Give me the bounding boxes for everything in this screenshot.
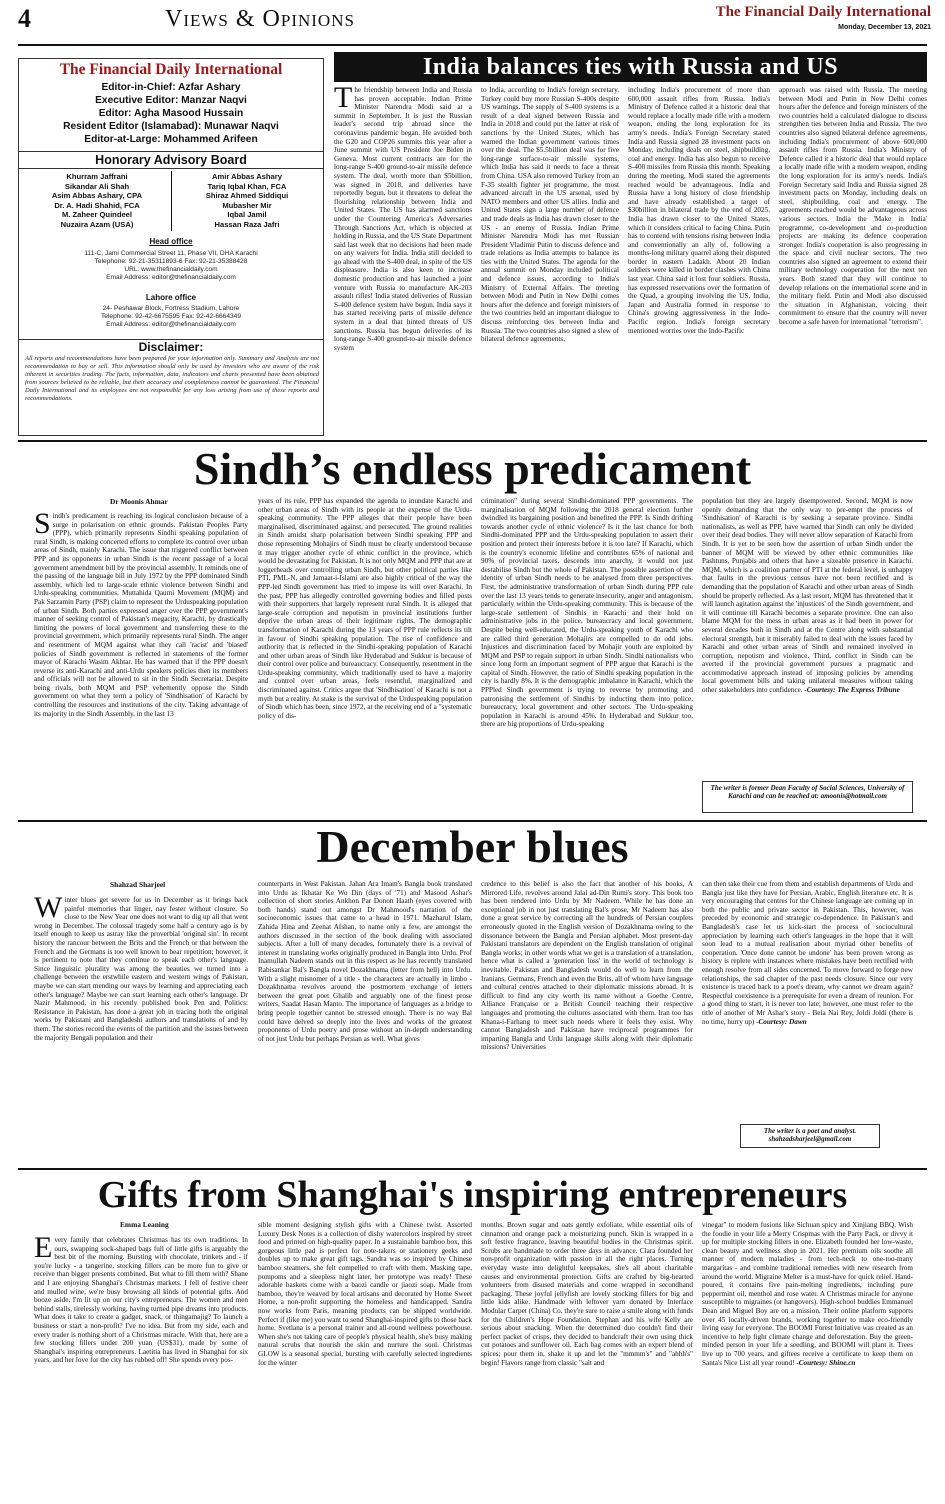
board-list-left: Khurram Jaffrani Sikandar Ali Shah Asim Abbas Ashary, CPA Dr. A. Hadi Shahid, FCA M. Zaheer Quindeel Nuzaira Azam (USA)	[51, 172, 143, 229]
article1-column-1	[334, 86, 472, 434]
article-text: vinegar" to modern fusions like Sichuan spicy and Xinjiang BBQ. Wish the foodie in your life a Merry Crispmas with the Party Pack, or divvy it up for multiple stocking fillers in one. Elizabeth founded her low-waste, clean beauty and wellness shop in 2021. Her premium oils soothe all manner of modern maladies - from tech-neck to one-too-many margaritas - and combine traditional remedies with new research from around the world. Migraine Melter is a must-have for quick relief. Hand-poured, it contains five pain-melting ingredients, including pure peppermint oil, menthol and rose water. A Christmas miracle for anyone susceptible to migraines (or hangovers). High-school buddies Emmanuel Dean and Miguel Boy are on a mission. Their online platform supports over 45 locally-driven brands, working together to make eco-friendly living easy for everyone. The BOOMI Forest Initiative was created as an incentive to help fight climate change and deforestation. Buy the green-minded person in your life a seedling, and BOOMI will plant it. Trees live up to 700 years, and giftees receive a certificate to keep them on Santa's Nice List all year round!	[702, 1221, 913, 1367]
drop-cap: E	[34, 1236, 53, 1264]
article1-column-4: approach was raised with Russia. The meeting between Modi and Putin in New Delhi comes hours after the defence and foreign ministers of the two countries held a calculated dialogue to discuss strengthen ties between India and Russia. The two countries also signed bilateral defence agreements, including India's procurement of above 600,000 assault rifles from Russia. India's Ministry of Defence called it a historic deal that would replace a locally made rifle with a modern weapon, ending the long exploration for its army's needs. India's Foreign Secretary said India and Russia signed 28 investment pacts on Monday, including deals on steel, shipbuilding, coal and energy. The agreements reached would be advantageous across various sectors. India the 'Make in India' programme, co-development and co-production projects are making its defence cooperation stronger. India's cooperation is also progressing in the space and civil nuclear sectors. The two countries also signed an agreement to extend their military technology cooperation for the next ten years. Both stated that they will continue to develop relations on the international scene and in the military field. Putin and Modi also discussed the situation in Afghanistan, voicing their commitment to ensure that the country will never become a safe haven for international "terrorism".	[779, 86, 927, 327]
courtesy-credit: -Courtesy: Shine.cn	[796, 1358, 856, 1367]
drop-cap: S	[34, 512, 51, 540]
article2-column-3: crimination" during several Sindhi-dominated PPP governments. The marginalisation of MQM following the 2018 general election further dwindled its bargaining position and benefited the PPP. Is Sindh drifting towards another cycle of ethnic violence? Is it the last chance for both Sindhi-dominated PPP and the Urdu-speaking population to assert their position and protect their interests before it is too late? If Karachi, which is the country's economic lifeline and contributes 65% of national and 90% of provincial taxes, descends into anarchy, it would not just destabilise Sindh but the whole of Pakistan. The possible assertion of the identity of urban Sindh needs to be analysed from three perspectives. First, the administrative transformation of urban Sindh during PPP rule over the last 13 years tends to generate insecurity, anger and antagonism, particularly within the Urdu-speaking community. This is because of the large-scale settlement of Sindhis in Karachi and their hold on administrative jobs in the police, bureaucracy and local government. Despite being well-educated, the Urdu-speaking youth of Karachi who are called third generation Mohajirs are compelled to do odd jobs. Injustices and discrimination faced by Mohajir youth are exploited by MQM and PSP to regain support in urban Sindh. Sindhi nationalists who since long form an important segment of PPP argue that Karachi is the capital of Sindh. However, the ratio of Sindhi speaking population in the city is hardly 8%. It is the demographic imbalance in Karachi, which the PPPled Sindh government is trying to reverse by promoting and patronising the settlement of Sindhis by inducting them into police, bureaucracy, local government and other sectors. The Urdu-speaking population in Karachi is around 45%. In Hyderabad and Sukkur too, there are big proportions of Urdu-speaking	[481, 497, 693, 729]
disclaimer-text: All reports and recommendations have been prepared for your information only. Summary and Analysis are not recommendation to buy or sell. This information should only be used by investors who are aware of the risk inherent in securities trading. The facts, information, data, indicators and charts presented have been obtained from sources believed to be reliable, but their accuracy and completeness cannot be guaranteed. The Financial Daily International and its employees are not responsible for any loss arising from use of these reports and recommendations.	[25, 355, 319, 402]
author-bio-box: The writer is former Dean Faculty of Social Sciences, University of Karachi and can be reached at: amoonis@hotmail.com	[702, 781, 913, 813]
byline: Dr Moonis Ahmar	[110, 497, 168, 506]
section-rule	[18, 440, 927, 442]
article4-column-1	[34, 1236, 248, 1502]
disclaimer-title: Disclaimer:	[19, 339, 323, 354]
article2-column-4	[702, 497, 913, 757]
masthead: The Financial Daily International	[715, 4, 931, 20]
staff-line: Executive Editor: Manzar Naqvi	[95, 95, 247, 106]
head-office-address: 111-C, Jami Commercial Street 11, Phase VII, DHA Karachi Telephone: 92-21-35311893-6 Fax: 92-21-35388428 URL: www.thefinancialdaily.com Email Address: editor@thefinancialdaily.com	[84, 250, 258, 281]
staff-line: Editor-in-Chief: Azfar Ashary	[101, 82, 241, 93]
section-title: Views & Opinions	[165, 6, 355, 32]
header-rule	[18, 44, 927, 46]
article-text: population but they are largely disempowered. Second, MQM is now openly demanding that the only way to pre-empt the process of 'Sindhisation' of Karachi is by seeking a separate province. Sindhi nationalists, as well as PPP, have warned that Sindh can only be divided over their dead bodies. They will never allow separation of Karachi from Sindh. It is yet to be seen how the assertion of urban Sindh under the banner of MQM will be viewed by other ethnic communities like Pashtuns, Punjabis and others that have a sizeable presence in Karachi. MQM, which is a coalition partner of PTI at the federal level, is unhappy that faults in the previous census have not been rectified and is demanding that the population of Karachi and other urban areas of Sindh should be properly reflected. As a last resort, MQM has threatened that it will launch agitation against the 'injustices' of the Sindh government, and it will continue till Karachi becomes a separate province. One can also blame MQM for the mess in urban areas as it had been in power for several decades both in Sindh and at the Centre along with substantial electoral strength, but it miserably failed to deal with the issues faced by Karachi and other urban areas of Sindh and remained involved in corruption, nepotism and violence. Third, conflict in Sindh can be averted if the provincial government pursues a pragmatic and accommodative approach instead of imposing policies by amending local government bills and taking unilateral measures without taking other stakeholders into confidence.	[702, 497, 913, 695]
editorial-box	[18, 58, 324, 436]
article4-column-4	[702, 1221, 913, 1502]
article1-column-2: to India, according to India's foreign secretary. Turkey could buy more Russian S-400s despite US warnings. The supply of S-400 systems is a result of a deal signed between Russia and India in 2018 and could put the latter at risk of sanctions by the United States, which has warned the Indian government various times over the deal. The $5.5billion deal was for five long-range surface-to-air missile systems, which India has said it needs to face a threat from China. USA also removed Turkey from an F-35 stealth fighter jet programme, the most advanced aircraft in the US arsenal, used by NATO members and other US allies. India and United States sign a large number of defence and trade deals as India has drawn closer to the US - an enemy of Russia. Indian Prime Minister Narendra Modi has met Russian President Vladimir Putin to discuss defence and trade relations as India attempts to balance its ties with the United States. The agenda for the annual summit on Monday included political and defence issues, according to India's Ministry of External Affairs. The meeting between Modi and Putin in New Delhi comes hours after the defence and foreign ministers of the two countries held an important dialogue to discuss reinforcing ties between India and Russia. The two countries also signed a slew of bilateral defence agreements,	[481, 86, 619, 344]
article-text: inter blues get severe for us in December as it brings back painful memories that linger, nay fester without closure. So close to the New Year one does not want to dig up all that went wrong in December. The colossal tragedy some half a century ago is by itself enough to keep us astray like the proverbial 'original sin'. In recent history the rancour between the Brits and the French or that between the French and the Germans is too well known to bear repetition; however, it is pertinent to note that they continue to speak each other's language. Since linguistic plurality was among the beauties we turned into a challenge between the erstwhile eastern and western wings of Pakistan, maybe we can start mending our ways by learning and appreciating each other's language? Maybe we can start learning each other's language. Dr Nazir Mahmood, in his recently published book Pen and Politics: Resistance in Pakistan, has done a great job in tracing both the original works by Pakistani and Bangladeshi authors and translations of and by them. The stories record the events of the partition and the issues between the majority Bengali population and their	[34, 896, 248, 1042]
author-bio-box: The writer is a poet and analyst. shahzadsharjeel@gmail.com	[740, 1124, 880, 1148]
byline: Shahzad Sharjeel	[110, 880, 166, 889]
article3-column-3: credence to this belief is also the fact that another of his books, A Mirrored Life, revolves around Jalal ad-Din Rumi's story. This book too has been rendered into Urdu by Mr Nadeem. While he has done an exceptional job in not just translating Bal's prose, Mr Nadeem has also done a great service by correcting all the hundreds of Persian couplets erroneously quoted in the English version of Dozakhnama owing to the dissonance between the Bangla and Persian alphabet. Most present-day Pakistani translators are dependent on the English translation of original Bangla works; in other words what we get is a translation of a translation, hence what is called a 'generation loss' in the world of technology is inevitable. Pakistan and Bangladesh would do well to learn from the Iranians, Germans, French and even the Brits, all of whom have language and cultural centres attached to their diplomatic missions abroad. It is difficult to find any city worth its name without a Goethe Centre, Alliance Française or a British Council teaching their respective languages and promoting the cultures associated with them. Iran too has Khana-i-Farhang to meet such needs where it feels they exist. Why cannot Bangladesh and Pakistan have reciprocal programmes for imparting Bangla and Urdu language skills along with their diplomatic missions? Universities	[481, 880, 693, 1052]
article1-column-3: including India's procurement of more than 600,000 assault rifles from Russia. India's Ministry of Defence called it a historic deal that would replace a locally made rifle with a modern weapon, ending the long exploration for its army's needs. India's Foreign Secretary stated India and Russia signed 28 investment pacts on Monday, including deals on steel, shipbuilding, coal and energy. India has also begun to receive S-400 missiles from Russia this month. Speaking during the meeting, Modi stated the agreements reached would be advantageous. India and Russia have a long history of close friendship and have already established a target of $30billion in bilateral trade by the end of 2025. India has drawn closer to the United States, which it considers critical to facing China. Putin has to contend with tensions rising between India and conventionally an ally of, following a months-long military quarrel along their disputed border in eastern Ladakh. About 20 Indian soldiers were killed in border clashes with China last year. China said it lost four soldiers. Russia, has expressed reservations over the formation of the Quad, a grouping involving the US, India, Japan and Australia formed in response to China's growing aggressiveness in the Indo-Pacific region. India's foreign secretary mentioned worries over the Indo-Pacific	[628, 86, 770, 335]
section-rule	[18, 1168, 927, 1170]
courtesy-credit: -Courtesy: The Express Tribune	[804, 686, 900, 695]
staff-line: Editor-at-Large: Mohammed Arifeen	[84, 134, 258, 145]
editorial-box-title: The Financial Daily International	[59, 61, 283, 78]
lahore-office-address: 24- Peshawar Block, Fortress Stadium, Lahore Telephone: 92-42-6675595 Fax: 92-42-6664349 Email Address: editor@thefinancialdaily.com	[100, 305, 242, 328]
article4-column-2: sible moment designing stylish gifts with a Chinese twist. Assorted Luxury Desk Notes is a collection of dishy watercolors inspired by street food and printed on high-quality paper. In a sustainable bamboo box, this gorgeous little pad is perfect for note-takers or stationery geeks and doubles up to make great gift tags. Sandra was so inspired by Chinese bamboo steamers, she felt compelled to craft with them. Masking tape, pompoms and a sleepless night later, her prototype was ready! These adorable baskets come with a baozi candle or jiaozi soap. Made from bamboo, they're weaved by local artisans and decorated by Home Sweet Home, a non-profit supporting the homeless and handicapped. Sandra now works from Paris, meaning products can be shipped worldwide. Perfect if (like me) you want to send Shanghai-inspired gifts to those back home. Svetlana is a personal trainer and all-round wellness powerhouse. When she's not taking care of people's physical health, she's busy making natural scrubs that nourish the skin and nurture the soul. Christmas GLOW is a seasonal special, bursting with carefully selected ingredients for the winter	[258, 1221, 472, 1367]
staff-line: Resident Editor (Islamabad): Munawar Naqvi	[63, 121, 279, 132]
article-headline-india: India balances ties with Russia and US	[334, 52, 927, 82]
byline: Emma Leaning	[120, 1220, 169, 1229]
article-text: he friendship between India and Russia has proven acceptable. Indian Prime Minister Narendra Modi said at a summit in September. It is just the Russian leader's second trip abroad since the coronavirus pandemic began. He avoided both the G20 and COP26 summits this year after a June summit with US President Joe Biden in Geneva. Most current contracts are for the long-range S-400 ground-to-air missile defence system. The deal, worth more than $5billion, was signed in 2018, and deliveries have reportedly begun, but it threatens to defeat the flourishing relationship between India and United States. The US has alarmed sanctions under the Countering America's Adversaries Through Sanctions Act, which is objected at holding in Russia, and the US State Department said last week that no decisions had been made on any waivers for India. India still decided to go ahead with the S-400 deal, in spite of the US displeasure. India is also keen to increase domestic production and has launched a joint venture with Russia to manufacture AK-203 assault rifles! India stated deliveries of Russian S-400 defence system have begun. India says it has started receiving parts of missile defence system in a deal that hinted threats of US sanctions. Russia has begun deliveries of its long-range S-400 ground-to-air missile defence system	[334, 86, 472, 352]
head-office-title: Head office	[149, 237, 193, 246]
article2-column-2: years of its rule, PPP has expanded the agenda to inundate Karachi and other urban areas of Sindh with its people at the expense of the Urdu-speaking community. The PPP alleges that their people have been marginalised, discriminated against, and persecuted. The ground realities in Sindh amidst sharp polarisation between Sindhi speaking PPP and those representing Mohajirs of Sindh must be clearly understood because it may trigger another cycle of ethnic conflict in the province, which would be devastating for Pakistan. It is not only MQM and PPP that are at loggerheads over controlling urban Sindh, but other political parties like PTI, PML-N, and Jamaat-i-Islami are also highly critical of the way the PPP-led Sindh government has tried to impose its will over Karachi. In the past, PPP has allegedly controlled governing bodies and filled posts with their supporters that largely represent rural Sindh. It is alleged that large-scale corruption and nepotism in provincial institutions further deprive the urban areas of their legitimate rights. The demographic transformation of Karachi during the 13 years of PPP rule reflects its tilt in favour of Sindhi speaking population. The rise of confidence and authority that is reflected in the Sindhi-speaking population of Karachi and other urban areas of Sindh like Hyderabad and Sukkur is because of their control over police and bureaucracy. Consequently, resentment in the Urdu-speaking community, which traditionally used to have a majority and control over urban areas, feels resentful, marginalized and discriminated against. Critics argue that 'Sindhisation' of Karachi is not a myth but a reality. At stake is the survival of the Urduspeaking population of Sindh which has been, since 1972, at the receiving end of a "systematic policy of dis-	[258, 497, 472, 720]
board-divider	[171, 171, 172, 231]
article3-column-2: counterparts in West Pakistan. Jahan Ara Imam's Bangla book translated into Urdu as Ikhatar Ke Wo Din (days of '71) and Masood Ashar's collection of short stories Ankhon Par Donon Haath (eyes covered with both hands) stand out amongst Dr Mahmood's narration of the socioeconomic issues that came to a head in 1971. Mazharul Islam, Zahida Hina and Zeenat Afshan, to name only a few, are amongst the authors discussed in the section of the book dealing with associated subjects. After a lull of many decades, fortunately there is a revival of interest in translating works originally produced in Bangla into Urdu. Prof Inamullah Nadeem stands out in this respect as he has recently translated Rabisankar Bal's Bangla novel Dozakhnama (letter from hell) into Urdu. With a slight misnomer of a title - the characters are actually in limbo - Dozakhnama revolves around the postmortem exchange of letters between the great poet Ghalib and arguably one of the finest prose writers, Saadat Hasan Manto. The importance of languages as a bridge to bring people together cannot be stressed enough. There is no way Bal could have delved so deeply into the lives and works of the greatest proponents of Urdu poetry and prose without an in-depth understanding of not just Urdu but perhaps Persian as well. What gives	[258, 880, 472, 1043]
article3-column-4	[702, 880, 913, 1120]
staff-line: Editor: Agha Masood Hussain	[98, 108, 244, 119]
article-text: can then take their cue from them and establish departments of Urdu and Bangla just like they have for Persian, Arabic, English literature etc. It is very encouraging that centres for the Chinese language are coming up in both the public and private sector in Pakistan. This, however, was preceded by economic and strategic co-dependence. In Pakistan's and Bangladesh's case let us kick-start the process of sociocultural appreciation by learning each other's languages in the hope that it will soon lead to a mutual realisation about myriad other benefits of cooperation. 'Once done cannot be undone' has been proven wrong as history is replete with instances where mistakes have been rectified with enough resolve from all sides concerned. To move forward to forge new relationships, the sad chapter of the past needs closure. Since our very existence is traced back to a poet's dream, why cannot we dream again? Respectful coexistence is a prerequisite for even a dream of reunion. For a good thing to start, it is never too late; however, one must refer to the title of another of Mr Ashar's story - Bela Nai Rey, Joldi Joldi (there is no time, hurry up)	[702, 880, 913, 1026]
date-line: Monday, December 13, 2021	[838, 24, 931, 31]
page-number: 4	[18, 4, 31, 33]
article-headline-december: December blues	[316, 821, 629, 872]
board-list-right: Amir Abbas Ashary Tariq Iqbal Khan, FCA Shiraz Ahmed Siddiqui Mubasher Mir Iqbal Jamil Hassan Raza Jafri	[205, 172, 289, 229]
article-headline-sindh: Sindh’s endless predicament	[193, 443, 752, 494]
drop-cap: T	[334, 86, 353, 114]
article-headline-shanghai: Gifts from Shanghai's inspiring entrepreneurs	[97, 1174, 848, 1216]
courtesy-credit: -Courtesy: Dawn	[756, 1017, 807, 1026]
honorary-board-title: Honorary Advisory Board	[19, 151, 323, 169]
lahore-office-title: Lahore office	[145, 293, 197, 302]
article3-column-1	[34, 896, 248, 1164]
article-text: very family that celebrates Christmas has its own traditions. In ours, swapping sock-shaped bags full of little gifts is arguably the best bit of the morning. Bursting with chocolate, trinkets and - if you're lucky - a tangerine, stocking fillers can be more fun to give or receive than bigger presents combined. But what to fill them with? Shane and I are enjoying Shanghai's Christmas markets. I fell of festive cheer and mulled wine, we're busy browsing all kinds of potential gifts. And booze aside, I'm lit up on our city's entrepreneurs. The women and men behind stalls, tirelessly working, having turned pipe dreams into products. What does it take to create a gadget, snack, or thingamajig? To launch a business or start a non-profit? I've no idea. But from my side, each and every trader is nothing short of a Christmas miracle. With that, here are a few stocking fillers under 200 yuan (US$31), made by some of Shanghai's inspiring entrepreneurs. Laetitia has lived in Shanghai for six years, and her love for the city has rubbed off! She spends every pos-	[34, 1236, 248, 1365]
article4-column-3: months. Brown sugar and oats gently exfoliate, while essential oils of cinnamon and orange pack a moisturizing punch. Skin is wrapped in a soft festive fragrance, leaving beautiful bodies in the Christmas spirit. Scrubs are handmade to order three days in advance. Clara founded her non-profit organization with passion in all the right places. Turning everyday waste into delightful keepsakes, she's all about charitable causes and environmental protection. Gifts are crafted by big-hearted volunteers from disused materials and come wrapped in secondhand packaging. These joyful jellyfish are lovely stocking fillers for big and little kids alike. Handmade with leftover yarn donated by Interface Modular Carpet (China) Co, they're sure to raise a smile along with funds for the Children's Hope Foundation. Stephan and his wife Kelly are serious about snacking. When the determined duo couldn't find their perfect packet of crisps, they decided to handcraft their own using thick cut potatoes and sunflower oil. Each bag comes with an expert blend of spices; pour them in, shake it up and let the "mmmm's" and "ahhh's" begin! Flavors range from classic "salt and	[481, 1221, 693, 1367]
article-text: indh's predicament is reaching its logical conclusion because of a surge in polarisation on ethnic grounds. Pakistan Peoples Party (PPP), which primarily represents Sindhi speaking population of rural Sindh, is making concerted efforts to complete its control over urban areas of Sindh, mainly Karachi. The issue that triggered conflict between PPP and its opponents in urban Sindh is the recent passage of a local government amendment bill by the provincial assembly. It reminds one of the passing of the language bill in July 1972 by the PPP dominated Sindh assembly, which led to large-scale ethnic violence between Sindhi and Urdu-speaking communities. Muttahida Qaumi Movement (MQM) and Pak Sarzamin Party (PSP) claim to represent the Urduspeaking population of urban Sindh. Both parties expressed anger over the PPP government's manner of seeking control of Pakistan's megacity, Karachi, by drastically limiting the powers of local government and transferring these to the provincial government, which primarily represents rural Sindh. The anger and resentment of MQM against what they call 'racist' and 'biased' policies of Sindh government is reflected in statements of the former mayor of Karachi Wasim Akhtar. He has warned that if the PPP doesn't reverse its anti-Karachi and anti-Urdu speakers policies then its members and officials will not be allowed to sit in the Sindh Secretariat. Despite being rivals, both MQM and PSP vehemently oppose the Sindh government on what they term a policy of 'Sindhisation' of Karachi by controlling the resources and institutions of the city. Taking advantage of its majority in the Sindh Assembly, in the last 13	[34, 512, 248, 718]
drop-cap: W	[34, 896, 63, 924]
article2-column-1	[34, 512, 248, 814]
